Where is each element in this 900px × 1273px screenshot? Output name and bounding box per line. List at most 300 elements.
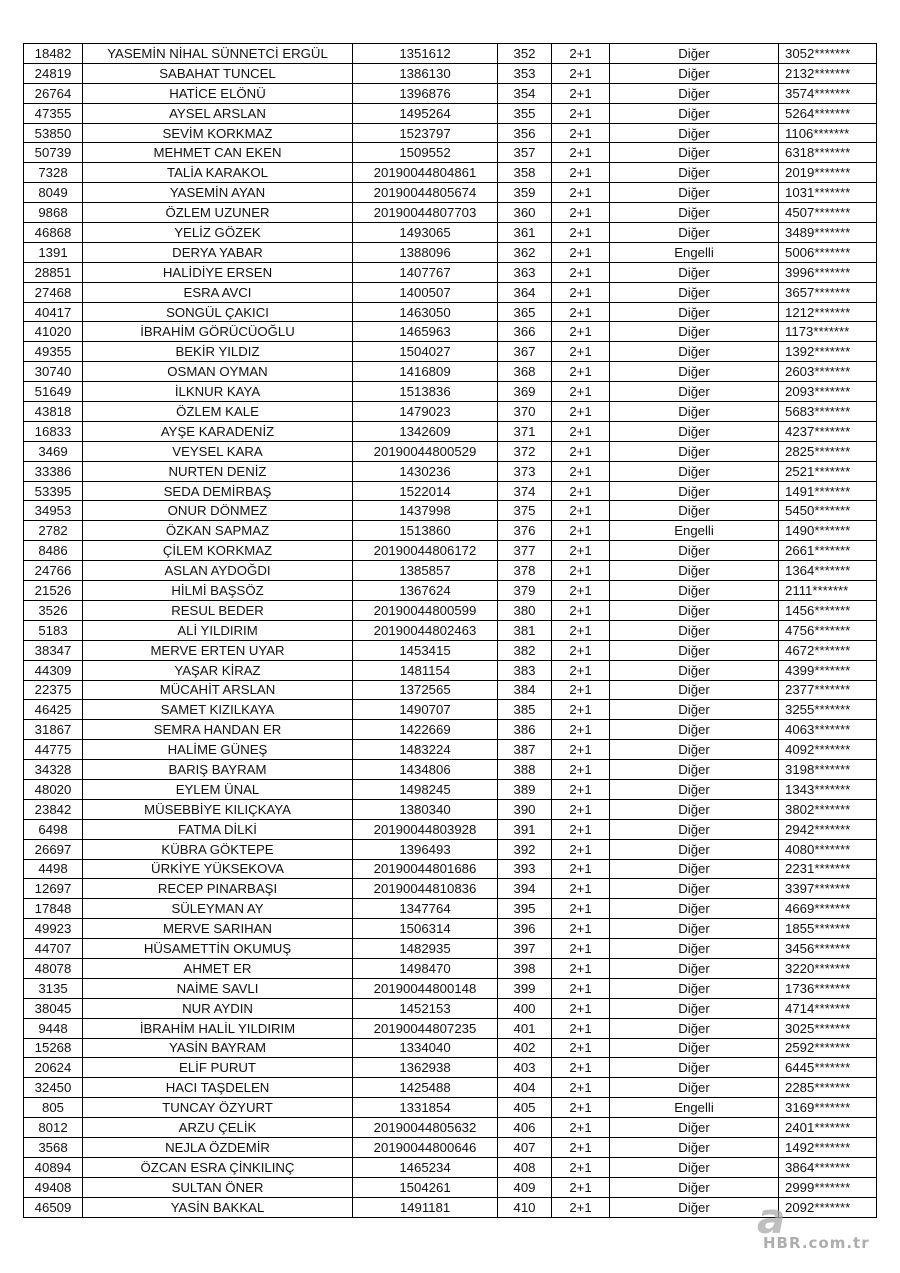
tc-masked-cell: 2661*******	[779, 541, 877, 561]
draw-order-cell: 398	[498, 958, 552, 978]
draw-order-cell: 370	[498, 402, 552, 422]
room-type-cell: 2+1	[552, 342, 610, 362]
table-row	[24, 859, 877, 879]
room-type-cell: 2+1	[552, 262, 610, 282]
name-cell: DERYA YABAR	[83, 242, 353, 262]
category-cell: Diğer	[610, 183, 779, 203]
tc-masked-cell: 4669*******	[779, 899, 877, 919]
table-row	[24, 123, 877, 143]
tc-masked-cell: 1173*******	[779, 322, 877, 342]
name-cell: EYLEM ÜNAL	[83, 779, 353, 799]
application-no-cell: 1425488	[353, 1078, 498, 1098]
tc-masked-cell: 4063*******	[779, 720, 877, 740]
table-row	[24, 63, 877, 83]
sira-no-cell: 27468	[24, 282, 83, 302]
application-no-cell: 1347764	[353, 899, 498, 919]
table-row	[24, 1137, 877, 1157]
category-cell: Diğer	[610, 1197, 779, 1217]
draw-order-cell: 367	[498, 342, 552, 362]
draw-order-cell: 396	[498, 919, 552, 939]
name-cell: YELİZ GÖZEK	[83, 223, 353, 243]
table-row	[24, 143, 877, 163]
tc-masked-cell: 1855*******	[779, 919, 877, 939]
sira-no-cell: 3135	[24, 978, 83, 998]
application-no-cell: 1483224	[353, 740, 498, 760]
sira-no-cell: 26764	[24, 83, 83, 103]
category-cell: Diğer	[610, 203, 779, 223]
table-row	[24, 1177, 877, 1197]
category-cell: Diğer	[610, 581, 779, 601]
category-cell: Diğer	[610, 620, 779, 640]
tc-masked-cell: 2019*******	[779, 163, 877, 183]
draw-order-cell: 403	[498, 1058, 552, 1078]
application-no-cell: 20190044800599	[353, 600, 498, 620]
sira-no-cell: 48020	[24, 779, 83, 799]
draw-order-cell: 409	[498, 1177, 552, 1197]
draw-order-cell: 389	[498, 779, 552, 799]
draw-order-cell: 407	[498, 1137, 552, 1157]
category-cell: Diğer	[610, 939, 779, 959]
draw-order-cell: 386	[498, 720, 552, 740]
room-type-cell: 2+1	[552, 620, 610, 640]
name-cell: BARIŞ BAYRAM	[83, 760, 353, 780]
application-no-cell: 1407767	[353, 262, 498, 282]
draw-order-cell: 401	[498, 1018, 552, 1038]
draw-order-cell: 408	[498, 1157, 552, 1177]
application-no-cell: 1334040	[353, 1038, 498, 1058]
name-cell: HALİME GÜNEŞ	[83, 740, 353, 760]
draw-order-cell: 371	[498, 421, 552, 441]
room-type-cell: 2+1	[552, 1018, 610, 1038]
draw-order-cell: 391	[498, 819, 552, 839]
table-row	[24, 799, 877, 819]
sira-no-cell: 15268	[24, 1038, 83, 1058]
name-cell: MEHMET CAN EKEN	[83, 143, 353, 163]
room-type-cell: 2+1	[552, 183, 610, 203]
room-type-cell: 2+1	[552, 441, 610, 461]
category-cell: Diğer	[610, 1137, 779, 1157]
room-type-cell: 2+1	[552, 1098, 610, 1118]
tc-masked-cell: 1343*******	[779, 779, 877, 799]
sira-no-cell: 53395	[24, 481, 83, 501]
room-type-cell: 2+1	[552, 720, 610, 740]
draw-order-cell: 363	[498, 262, 552, 282]
draw-order-cell: 404	[498, 1078, 552, 1098]
room-type-cell: 2+1	[552, 958, 610, 978]
category-cell: Diğer	[610, 740, 779, 760]
room-type-cell: 2+1	[552, 1197, 610, 1217]
application-no-cell: 1351612	[353, 44, 498, 64]
room-type-cell: 2+1	[552, 501, 610, 521]
tc-masked-cell: 2942*******	[779, 819, 877, 839]
tc-masked-cell: 2093*******	[779, 382, 877, 402]
room-type-cell: 2+1	[552, 1058, 610, 1078]
category-cell: Engelli	[610, 242, 779, 262]
sira-no-cell: 24819	[24, 63, 83, 83]
draw-order-cell: 362	[498, 242, 552, 262]
sira-no-cell: 18482	[24, 44, 83, 64]
tc-masked-cell: 2999*******	[779, 1177, 877, 1197]
sira-no-cell: 3469	[24, 441, 83, 461]
draw-order-cell: 393	[498, 859, 552, 879]
category-cell: Diğer	[610, 720, 779, 740]
table-row	[24, 1118, 877, 1138]
sira-no-cell: 6498	[24, 819, 83, 839]
name-cell: YASİN BAYRAM	[83, 1038, 353, 1058]
application-no-cell: 1498470	[353, 958, 498, 978]
sira-no-cell: 34328	[24, 760, 83, 780]
table-row	[24, 501, 877, 521]
tc-masked-cell: 6318*******	[779, 143, 877, 163]
sira-no-cell: 44707	[24, 939, 83, 959]
application-no-cell: 20190044800529	[353, 441, 498, 461]
room-type-cell: 2+1	[552, 103, 610, 123]
table-row	[24, 581, 877, 601]
application-no-cell: 1523797	[353, 123, 498, 143]
category-cell: Diğer	[610, 83, 779, 103]
name-cell: BEKİR YILDIZ	[83, 342, 353, 362]
sira-no-cell: 8012	[24, 1118, 83, 1138]
table-row	[24, 620, 877, 640]
name-cell: ÖZCAN ESRA ÇİNKILINÇ	[83, 1157, 353, 1177]
sira-no-cell: 44775	[24, 740, 83, 760]
tc-masked-cell: 5450*******	[779, 501, 877, 521]
draw-order-cell: 372	[498, 441, 552, 461]
application-no-cell: 20190044800646	[353, 1137, 498, 1157]
sira-no-cell: 1391	[24, 242, 83, 262]
category-cell: Diğer	[610, 760, 779, 780]
room-type-cell: 2+1	[552, 919, 610, 939]
application-no-cell: 1506314	[353, 919, 498, 939]
room-type-cell: 2+1	[552, 242, 610, 262]
application-no-cell: 1331854	[353, 1098, 498, 1118]
table-row	[24, 282, 877, 302]
category-cell: Diğer	[610, 600, 779, 620]
application-no-cell: 1509552	[353, 143, 498, 163]
sira-no-cell: 38347	[24, 640, 83, 660]
category-cell: Diğer	[610, 561, 779, 581]
room-type-cell: 2+1	[552, 760, 610, 780]
tc-masked-cell: 4092*******	[779, 740, 877, 760]
tc-masked-cell: 3802*******	[779, 799, 877, 819]
draw-order-cell: 353	[498, 63, 552, 83]
tc-masked-cell: 5683*******	[779, 402, 877, 422]
room-type-cell: 2+1	[552, 402, 610, 422]
tc-masked-cell: 2825*******	[779, 441, 877, 461]
category-cell: Diğer	[610, 44, 779, 64]
table-row	[24, 83, 877, 103]
room-type-cell: 2+1	[552, 819, 610, 839]
tc-masked-cell: 1212*******	[779, 302, 877, 322]
table-row	[24, 819, 877, 839]
sira-no-cell: 5183	[24, 620, 83, 640]
tc-masked-cell: 2603*******	[779, 362, 877, 382]
sira-no-cell: 3568	[24, 1137, 83, 1157]
draw-order-cell: 354	[498, 83, 552, 103]
tc-masked-cell: 1392*******	[779, 342, 877, 362]
sira-no-cell: 44309	[24, 660, 83, 680]
category-cell: Diğer	[610, 998, 779, 1018]
results-table-body	[24, 44, 877, 1218]
tc-masked-cell: 2401*******	[779, 1118, 877, 1138]
application-no-cell: 20190044807703	[353, 203, 498, 223]
sira-no-cell: 9868	[24, 203, 83, 223]
room-type-cell: 2+1	[552, 282, 610, 302]
tc-masked-cell: 4507*******	[779, 203, 877, 223]
application-no-cell: 1362938	[353, 1058, 498, 1078]
name-cell: MÜSEBBİYE KILIÇKAYA	[83, 799, 353, 819]
sira-no-cell: 49355	[24, 342, 83, 362]
sira-no-cell: 48078	[24, 958, 83, 978]
name-cell: ESRA AVCI	[83, 282, 353, 302]
tc-masked-cell: 2132*******	[779, 63, 877, 83]
tc-masked-cell: 2231*******	[779, 859, 877, 879]
draw-order-cell: 384	[498, 680, 552, 700]
draw-order-cell: 360	[498, 203, 552, 223]
name-cell: SULTAN ÖNER	[83, 1177, 353, 1197]
name-cell: TALİA KARAKOL	[83, 163, 353, 183]
room-type-cell: 2+1	[552, 859, 610, 879]
draw-order-cell: 369	[498, 382, 552, 402]
table-row	[24, 561, 877, 581]
application-no-cell: 20190044810836	[353, 879, 498, 899]
application-no-cell: 1452153	[353, 998, 498, 1018]
room-type-cell: 2+1	[552, 1038, 610, 1058]
table-row	[24, 939, 877, 959]
table-row	[24, 521, 877, 541]
name-cell: SEMRA HANDAN ER	[83, 720, 353, 740]
sira-no-cell: 7328	[24, 163, 83, 183]
name-cell: SEDA DEMİRBAŞ	[83, 481, 353, 501]
category-cell: Diğer	[610, 143, 779, 163]
category-cell: Diğer	[610, 1078, 779, 1098]
category-cell: Diğer	[610, 1118, 779, 1138]
sira-no-cell: 40894	[24, 1157, 83, 1177]
name-cell: ÖZLEM UZUNER	[83, 203, 353, 223]
name-cell: ARZU ÇELİK	[83, 1118, 353, 1138]
application-no-cell: 1386130	[353, 63, 498, 83]
table-row	[24, 1157, 877, 1177]
sira-no-cell: 3526	[24, 600, 83, 620]
table-row	[24, 342, 877, 362]
sira-no-cell: 43818	[24, 402, 83, 422]
application-no-cell: 1504261	[353, 1177, 498, 1197]
room-type-cell: 2+1	[552, 660, 610, 680]
category-cell: Diğer	[610, 700, 779, 720]
room-type-cell: 2+1	[552, 223, 610, 243]
application-no-cell: 1437998	[353, 501, 498, 521]
category-cell: Diğer	[610, 680, 779, 700]
table-row	[24, 660, 877, 680]
tc-masked-cell: 5006*******	[779, 242, 877, 262]
sira-no-cell: 20624	[24, 1058, 83, 1078]
name-cell: İBRAHİM HALİL YILDIRIM	[83, 1018, 353, 1038]
table-row	[24, 402, 877, 422]
application-no-cell: 1385857	[353, 561, 498, 581]
tc-masked-cell: 4399*******	[779, 660, 877, 680]
table-row	[24, 1098, 877, 1118]
category-cell: Diğer	[610, 421, 779, 441]
draw-order-cell: 406	[498, 1118, 552, 1138]
application-no-cell: 1481154	[353, 660, 498, 680]
tc-masked-cell: 6445*******	[779, 1058, 877, 1078]
application-no-cell: 20190044801686	[353, 859, 498, 879]
tc-masked-cell: 1492*******	[779, 1137, 877, 1157]
application-no-cell: 1493065	[353, 223, 498, 243]
tc-masked-cell: 1456*******	[779, 600, 877, 620]
name-cell: NURTEN DENİZ	[83, 461, 353, 481]
category-cell: Diğer	[610, 481, 779, 501]
tc-masked-cell: 1490*******	[779, 521, 877, 541]
application-no-cell: 1380340	[353, 799, 498, 819]
room-type-cell: 2+1	[552, 561, 610, 581]
category-cell: Diğer	[610, 461, 779, 481]
room-type-cell: 2+1	[552, 1078, 610, 1098]
table-row	[24, 262, 877, 282]
table-row	[24, 640, 877, 660]
table-row	[24, 779, 877, 799]
application-no-cell: 20190044805632	[353, 1118, 498, 1138]
results-table	[23, 43, 877, 1218]
draw-order-cell: 374	[498, 481, 552, 501]
application-no-cell: 1522014	[353, 481, 498, 501]
watermark-logo	[735, 1194, 885, 1258]
sira-no-cell: 31867	[24, 720, 83, 740]
table-row	[24, 103, 877, 123]
draw-order-cell: 395	[498, 899, 552, 919]
table-row	[24, 740, 877, 760]
room-type-cell: 2+1	[552, 879, 610, 899]
table-row	[24, 720, 877, 740]
sira-no-cell: 12697	[24, 879, 83, 899]
tc-masked-cell: 4080*******	[779, 839, 877, 859]
application-no-cell: 1372565	[353, 680, 498, 700]
draw-order-cell: 410	[498, 1197, 552, 1217]
application-no-cell: 1434806	[353, 760, 498, 780]
application-no-cell: 20190044806172	[353, 541, 498, 561]
sira-no-cell: 53850	[24, 123, 83, 143]
room-type-cell: 2+1	[552, 63, 610, 83]
category-cell: Diğer	[610, 262, 779, 282]
application-no-cell: 1495264	[353, 103, 498, 123]
name-cell: ASLAN AYDOĞDI	[83, 561, 353, 581]
name-cell: HİLMİ BAŞSÖZ	[83, 581, 353, 601]
table-row	[24, 760, 877, 780]
table-row	[24, 998, 877, 1018]
room-type-cell: 2+1	[552, 421, 610, 441]
sira-no-cell: 22375	[24, 680, 83, 700]
name-cell: YASEMİN AYAN	[83, 183, 353, 203]
sira-no-cell: 38045	[24, 998, 83, 1018]
category-cell: Diğer	[610, 1058, 779, 1078]
room-type-cell: 2+1	[552, 740, 610, 760]
watermark-text: HBR.com.tr	[763, 1234, 870, 1252]
application-no-cell: 20190044800148	[353, 978, 498, 998]
draw-order-cell: 368	[498, 362, 552, 382]
name-cell: YASİN BAKKAL	[83, 1197, 353, 1217]
draw-order-cell: 399	[498, 978, 552, 998]
sira-no-cell: 8049	[24, 183, 83, 203]
application-no-cell: 1504027	[353, 342, 498, 362]
room-type-cell: 2+1	[552, 1137, 610, 1157]
category-cell: Diğer	[610, 163, 779, 183]
table-row	[24, 183, 877, 203]
sira-no-cell: 49408	[24, 1177, 83, 1197]
table-row	[24, 919, 877, 939]
room-type-cell: 2+1	[552, 362, 610, 382]
sira-no-cell: 24766	[24, 561, 83, 581]
table-row	[24, 839, 877, 859]
name-cell: HALİDİYE ERSEN	[83, 262, 353, 282]
name-cell: MÜCAHİT ARSLAN	[83, 680, 353, 700]
draw-order-cell: 392	[498, 839, 552, 859]
name-cell: ELİF PURUT	[83, 1058, 353, 1078]
draw-order-cell: 388	[498, 760, 552, 780]
tc-masked-cell: 3574*******	[779, 83, 877, 103]
room-type-cell: 2+1	[552, 700, 610, 720]
application-no-cell: 20190044807235	[353, 1018, 498, 1038]
draw-order-cell: 390	[498, 799, 552, 819]
table-row	[24, 958, 877, 978]
room-type-cell: 2+1	[552, 163, 610, 183]
tc-masked-cell: 3255*******	[779, 700, 877, 720]
sira-no-cell: 8486	[24, 541, 83, 561]
category-cell: Diğer	[610, 501, 779, 521]
draw-order-cell: 377	[498, 541, 552, 561]
category-cell: Diğer	[610, 322, 779, 342]
draw-order-cell: 405	[498, 1098, 552, 1118]
table-row	[24, 1018, 877, 1038]
category-cell: Diğer	[610, 382, 779, 402]
sira-no-cell: 4498	[24, 859, 83, 879]
category-cell: Diğer	[610, 302, 779, 322]
table-row	[24, 879, 877, 899]
application-no-cell: 1422669	[353, 720, 498, 740]
tc-masked-cell: 1736*******	[779, 978, 877, 998]
name-cell: YAŞAR KİRAZ	[83, 660, 353, 680]
room-type-cell: 2+1	[552, 581, 610, 601]
table-row	[24, 223, 877, 243]
application-no-cell: 20190044803928	[353, 819, 498, 839]
name-cell: OSMAN OYMAN	[83, 362, 353, 382]
draw-order-cell: 356	[498, 123, 552, 143]
category-cell: Diğer	[610, 660, 779, 680]
name-cell: YASEMİN NİHAL SÜNNETCİ ERGÜL	[83, 44, 353, 64]
application-no-cell: 1396493	[353, 839, 498, 859]
room-type-cell: 2+1	[552, 521, 610, 541]
tc-masked-cell: 1031*******	[779, 183, 877, 203]
name-cell: RESUL BEDER	[83, 600, 353, 620]
draw-order-cell: 394	[498, 879, 552, 899]
tc-masked-cell: 1364*******	[779, 561, 877, 581]
name-cell: TUNCAY ÖZYURT	[83, 1098, 353, 1118]
name-cell: SEVİM KORKMAZ	[83, 123, 353, 143]
table-row	[24, 44, 877, 64]
tc-masked-cell: 3397*******	[779, 879, 877, 899]
draw-order-cell: 397	[498, 939, 552, 959]
room-type-cell: 2+1	[552, 939, 610, 959]
tc-masked-cell: 1106*******	[779, 123, 877, 143]
name-cell: ALİ YILDIRIM	[83, 620, 353, 640]
sira-no-cell: 49923	[24, 919, 83, 939]
table-row	[24, 1078, 877, 1098]
application-no-cell: 1342609	[353, 421, 498, 441]
table-row	[24, 382, 877, 402]
table-row	[24, 362, 877, 382]
name-cell: SÜLEYMAN AY	[83, 899, 353, 919]
table-row	[24, 322, 877, 342]
tc-masked-cell: 2592*******	[779, 1038, 877, 1058]
